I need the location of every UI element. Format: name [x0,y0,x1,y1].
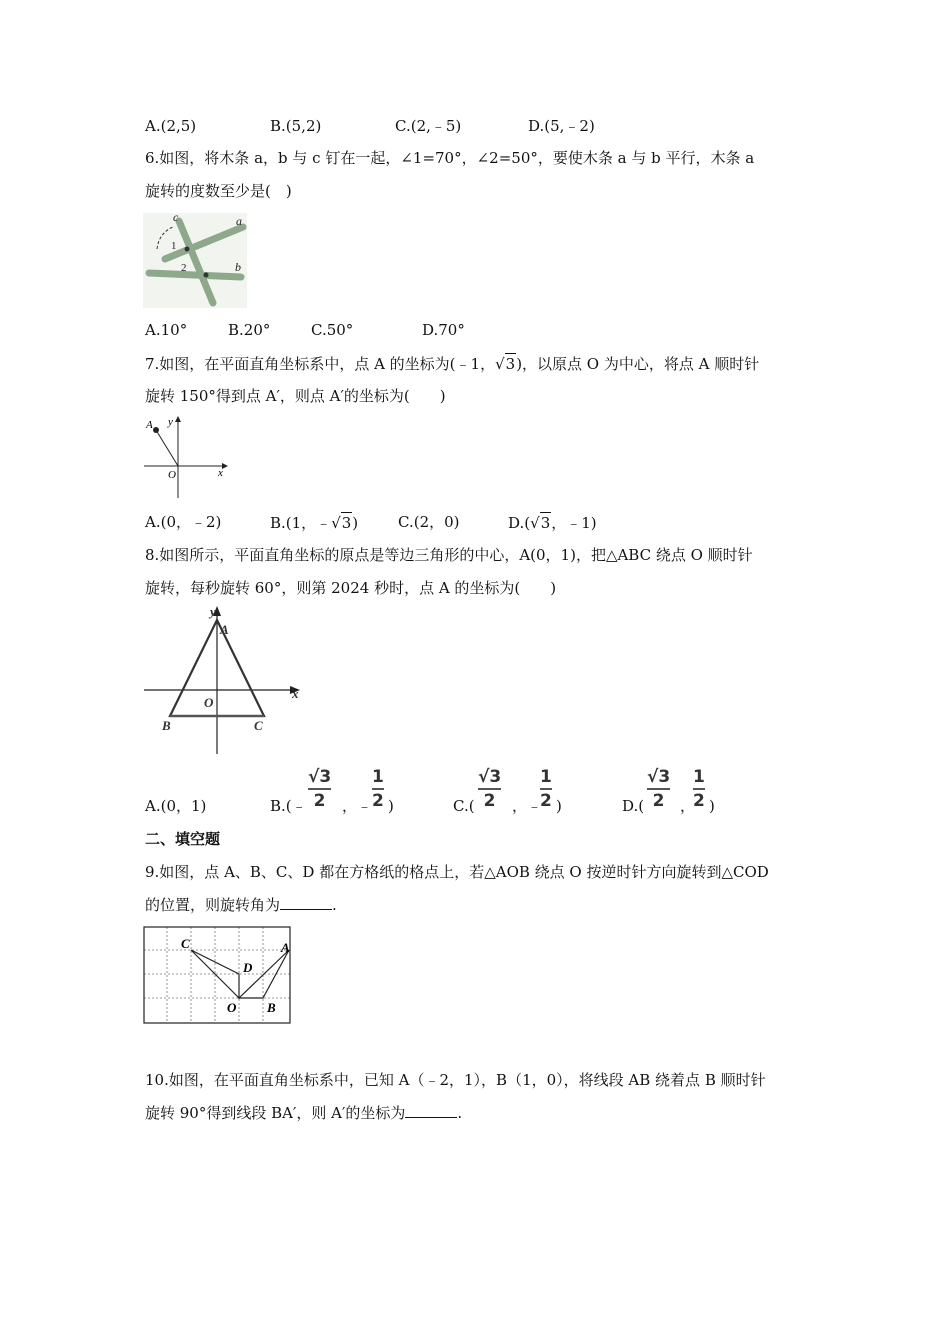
q8-stem-line1: 8.如图所示，平面直角坐标的原点是等边三角形的中心，A(0，1)，把△ABC 绕点 O 顺时针 [145,546,753,564]
q7-option-b: B.(1，﹣√3) [270,514,359,532]
q6-stem-line2: 旋转的度数至少是( ) [145,182,292,200]
q8-option-d-frac1: √3 2 [647,767,671,811]
q8-option-c-sep: ，﹣ [512,797,543,815]
label-A: A [146,419,153,431]
q8-option-b-frac2: 1 2 [372,767,384,811]
q6-option-d: D.70° [422,321,465,339]
q6-option-b: B.20° [228,321,271,339]
point-A [153,427,159,433]
q7-figure-axes [142,416,228,500]
q8-option-c-frac1: √3 2 [478,767,502,811]
label-O: O [168,469,176,481]
label-b: b [235,260,241,274]
label-x: x [218,467,223,479]
q8-option-b-prefix: B.(﹣ [270,797,307,815]
q8-option-b-sep: ，﹣ [342,797,373,815]
q8-option-d-sep: ， [680,797,696,815]
q7-stem-line1: 7.如图，在平面直角坐标系中，点 A 的坐标为(﹣1，√3)，以原点 O 为中心，将点 A 顺时针 [145,355,760,373]
q8-option-c-frac2: 1 2 [540,767,552,811]
q6-figure-sticks [143,213,247,308]
label-B: B [162,718,171,733]
label-O: O [204,695,214,710]
q6-option-a: A.10° [145,321,188,339]
q8-option-d-suffix: ) [709,797,715,815]
label-c: c [173,213,179,224]
q8-stem-line2: 旋转，每秒旋转 60°，则第 2024 秒时，点 A 的坐标为( ) [145,579,557,597]
q7-stem-line2: 旋转 150°得到点 A′，则点 A′的坐标为( ) [145,387,446,405]
q8-option-d-frac2: 1 2 [693,767,705,811]
q9-figure-grid [143,926,291,1024]
q8-figure-triangle [142,604,304,754]
q8-option-b-suffix: ) [388,797,394,815]
q10-answer-blank [405,1103,457,1118]
stick-b [149,273,241,277]
label-angle-1: 1 [171,240,177,252]
q7-option-d: D.(√3，﹣1) [508,514,597,532]
q9-stem-line2: 的位置，则旋转角为 . [145,896,337,914]
q8-option-c-suffix: ) [556,797,562,815]
label-A: A [281,940,290,955]
q8-option-b-frac1: √3 2 [308,767,332,811]
label-C: C [181,936,190,951]
sqrt-3: 3 [505,355,516,373]
q8-option-a: A.(0，1) [145,797,207,815]
q8-option-c-prefix: C.( [453,797,475,815]
q6-stem-line1: 6.如图，将木条 a，b 与 c 钉在一起，∠1=70°，∠2=50°，要使木条 a 与 b 平行，木条 a [145,149,755,167]
label-a: a [236,214,242,228]
q7-option-a: A.(0，﹣2) [145,513,222,531]
label-B: B [267,1000,276,1015]
q5-option-c: C.(2,﹣5) [395,117,462,135]
q8-option-d-prefix: D.( [622,797,645,815]
triangle-COD [191,950,239,998]
q9-stem-line1: 9.如图，点 A、B、C、D 都在方格纸的格点上，若△AOB 绕点 O 按逆时针方向旋转到△COD [145,863,769,881]
q7-option-c: C.(2，0) [398,513,460,531]
q5-option-d: D.(5,﹣2) [528,117,595,135]
q5-option-b: B.(5,2) [270,117,322,135]
label-y: y [168,416,173,428]
label-O: O [227,1000,237,1015]
section-heading-fill-in: 二、填空题 [145,830,221,848]
q5-option-a: A.(2,5) [145,117,197,135]
label-y: y [210,604,216,619]
q9-answer-blank [280,895,332,910]
label-angle-2: 2 [181,262,187,274]
label-A: A [220,622,229,637]
label-C: C [254,718,263,733]
label-x: x [292,686,299,701]
q6-option-c: C.50° [311,321,354,339]
q10-stem-line1: 10.如图，在平面直角坐标系中，已知 A（﹣2，1），B（1，0），将线段 AB 绕着点 B 顺时针 [145,1071,766,1089]
q10-stem-line2: 旋转 90°得到线段 BA′，则 A′的坐标为 . [145,1104,463,1122]
label-D: D [243,960,253,975]
